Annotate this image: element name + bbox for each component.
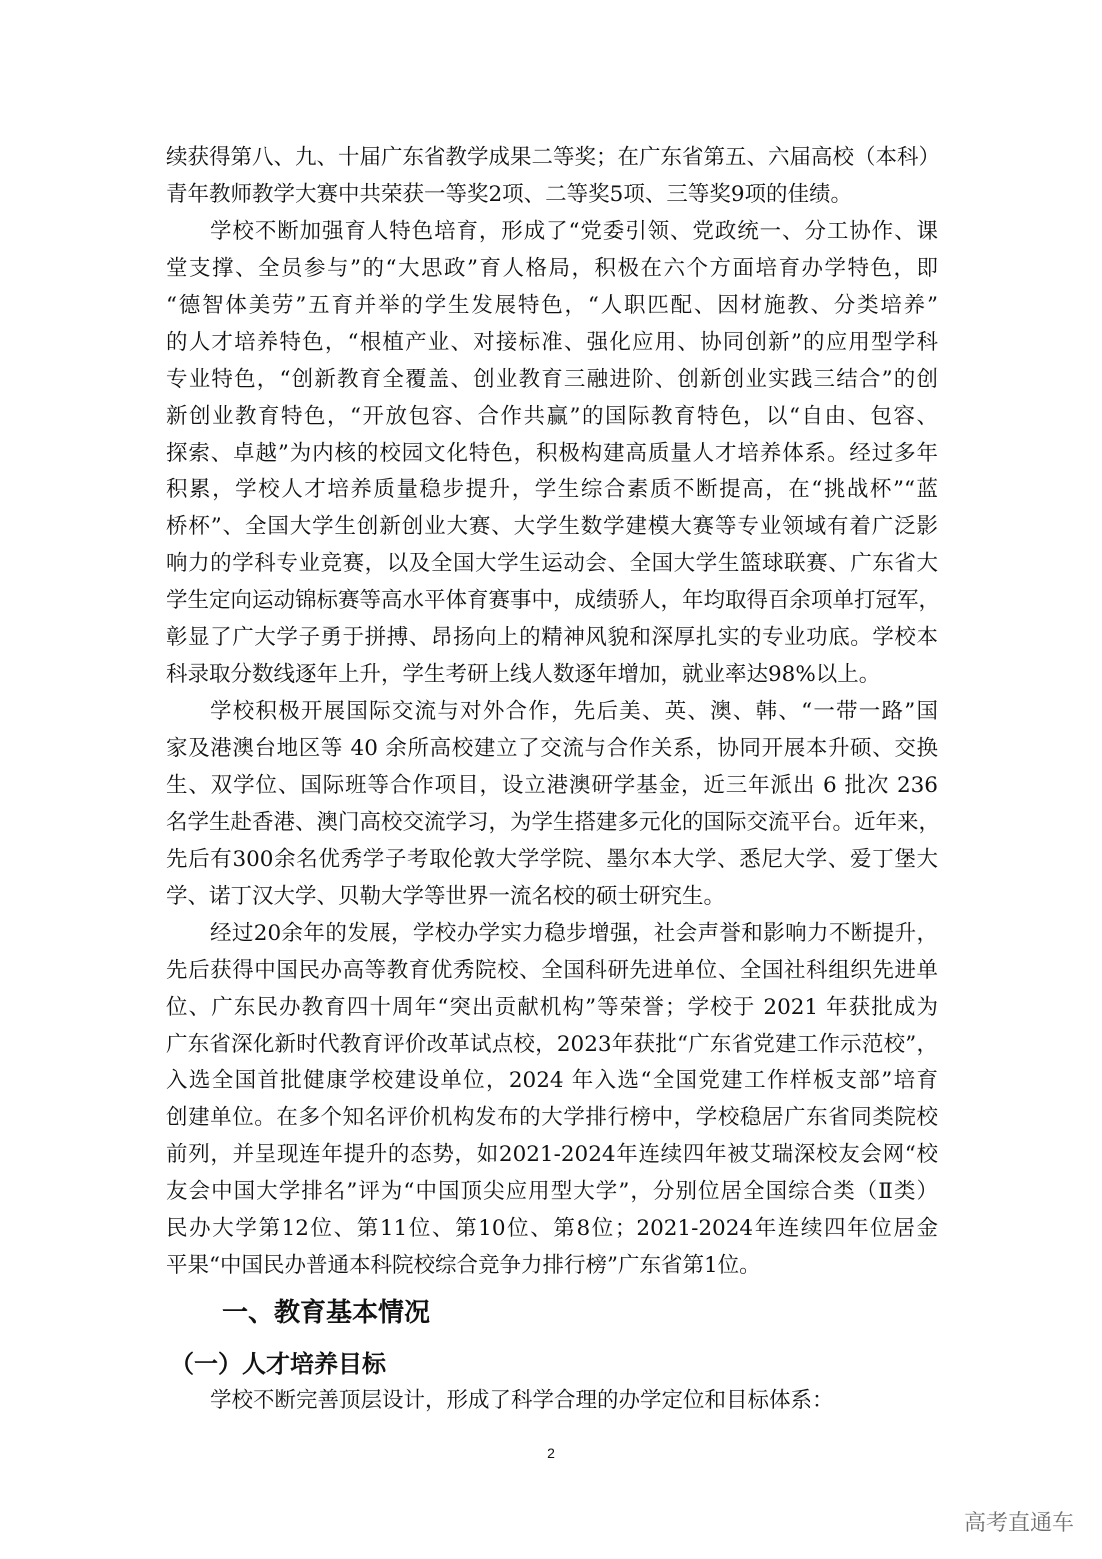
paragraph-line: 位、广东民办教育四十周年“突出贡献机构”等荣誉；学校于 2021 年获批成为 [166,994,938,1020]
page-number: 2 [547,1445,555,1461]
paragraph-intro: 学校不断完善顶层设计，形成了科学合理的办学定位和目标体系： [210,1388,834,1413]
paragraph-line: 经过20余年的发展，学校办学实力稳步增强，社会声誉和影响力不断提升， [210,920,938,946]
paragraph-line: 积累，学校人才培养质量稳步提升，学生综合素质不断提高，在“挑战杯”“蓝 [166,477,938,503]
paragraph-line: 堂支撑、全员参与”的“大思政”育人格局，积极在六个方面培育办学特色，即 [166,255,938,281]
paragraph-line: 民办大学第12位、第11位、第10位、第8位；2021-2024年连续四年位居金 [166,1216,938,1242]
paragraph-line: 先后有300余名优秀学子考取伦敦大学学院、墨尔本大学、悉尼大学、爱丁堡大 [166,846,938,872]
paragraph-line: 平果“中国民办普通本科院校综合竞争力排行榜”广东省第1位。 [166,1253,761,1279]
paragraph-line: 探索、卓越”为内核的校园文化特色，积极构建高质量人才培养体系。经过多年 [166,440,938,466]
paragraph-line: 彰显了广大学子勇于拼搏、昂扬向上的精神风貌和深厚扎实的专业功底。学校本 [166,625,938,651]
paragraph-line: 学、诺丁汉大学、贝勒大学等世界一流名校的硕士研究生。 [166,883,726,909]
paragraph-line: 续获得第八、九、十届广东省教学成果二等奖；在广东省第五、六届高校（本科） [166,145,941,170]
paragraph-line: 名学生赴香港、澳门高校交流学习，为学生搭建多元化的国际交流平台。近年来， [166,809,941,835]
paragraph-line: 新创业教育特色，“开放包容、合作共赢”的国际教育特色，以“自由、包容、 [166,403,938,429]
paragraph-line: 家及港澳台地区等 40 余所高校建立了交流与合作关系，协同开展本升硕、交换 [166,736,938,761]
paragraph-line: 学校不断加强育人特色培育，形成了“党委引领、党政统一、分工协作、课 [210,218,938,244]
paragraph-line: 桥杯”、全国大学生创新创业大赛、大学生数学建模大赛等专业领域有着广泛影 [166,514,938,540]
paragraph-line: 入选全国首批健康学校建设单位，2024 年入选“全国党建工作样板支部”培育 [166,1068,938,1094]
watermark: 高考直通车 [963,1511,1074,1536]
paragraph-line: 创建单位。在多个知名评价机构发布的大学排行榜中，学校稳居广东省同类院校 [166,1105,938,1131]
paragraph-line: 前列，并呈现连年提升的态势，如2021-2024年连续四年被艾瑞深校友会网“校 [166,1142,938,1168]
document-body [166,140,941,1285]
paragraph-line: 广东省深化新时代教育评价改革试点校，2023年获批“广东省党建工作示范校”， [166,1031,938,1057]
paragraph-line: 科录取分数线逐年上升，学生考研上线人数逐年增加，就业率达98%以上。 [166,662,881,688]
paragraph-line: “德智体美劳”五育并举的学生发展特色，“人职匹配、因材施教、分类培养” [166,292,938,318]
paragraph-line: 的人才培养特色，“根植产业、对接标准、强化应用、协同创新”的应用型学科 [166,329,938,355]
paragraph-line: 学校积极开展国际交流与对外合作，先后美、英、澳、韩、“一带一路”国 [210,699,938,725]
paragraph-line: 学生定向运动锦标赛等高水平体育赛事中，成绩骄人，年均取得百余项单打冠军， [166,588,941,614]
paragraph-line: 专业特色，“创新教育全覆盖、创业教育三融进阶、创新创业实践三结合”的创 [166,366,938,392]
paragraph-line: 青年教师教学大赛中共荣获一等奖2项、二等奖5项、三等奖9项的佳绩。 [166,181,853,207]
paragraph-line: 先后获得中国民办高等教育优秀院校、全国科研先进单位、全国社科组织先进单 [166,957,938,983]
subsection-heading: （一）人才培养目标 [170,1350,386,1378]
paragraph-line: 响力的学科专业竞赛，以及全国大学生运动会、全国大学生篮球联赛、广东省大 [166,551,938,577]
paragraph-line: 生、双学位、国际班等合作项目，设立港澳研学基金，近三年派出 6 批次 236 [166,772,938,798]
paragraph-line: 友会中国大学排名”评为“中国顶尖应用型大学”，分别位居全国综合类（Ⅱ类） [166,1179,938,1205]
section-heading: 一、教育基本情况 [222,1298,431,1328]
